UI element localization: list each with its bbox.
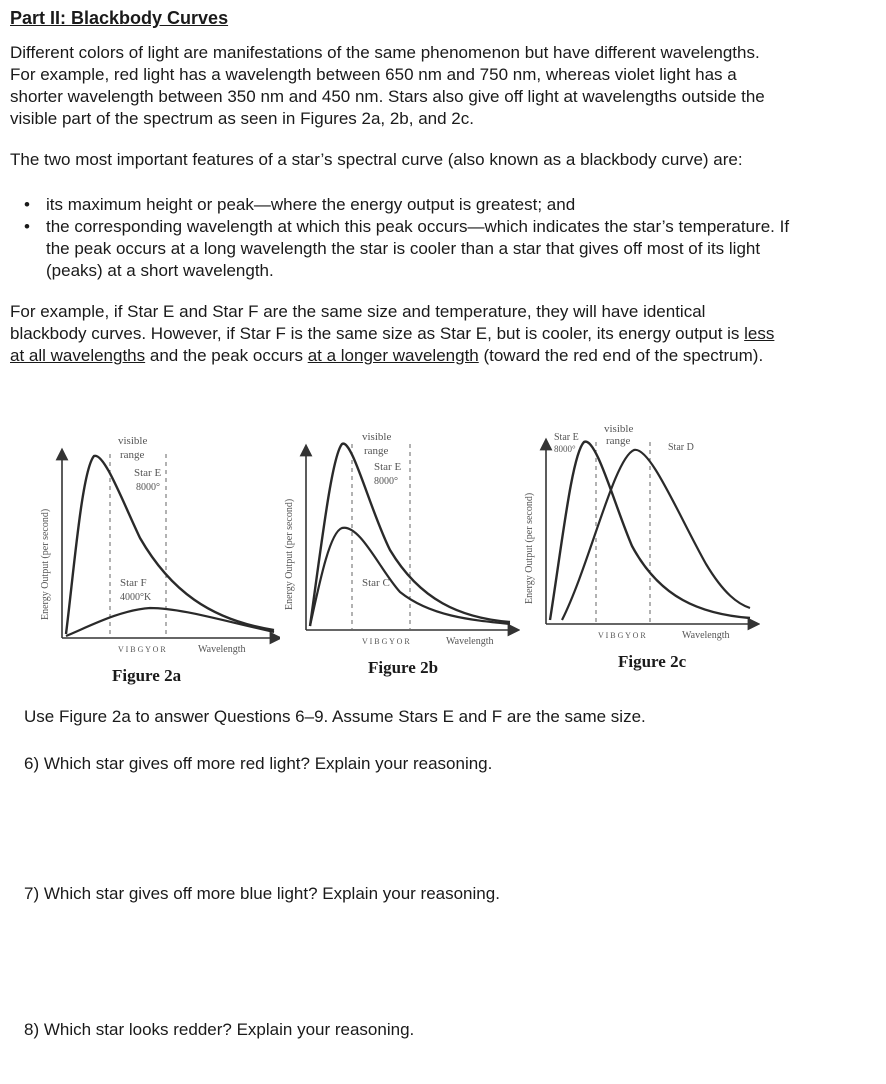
section-heading: Part II: Blackbody Curves bbox=[10, 8, 229, 28]
intro-paragraph: Different colors of light are manifestations of the same phenomenon but have different wavelengths. For example, red light has a wavelength between 650 nm and 750 nm, whereas violet light has a shorter wavelength between 350 nm and 450 nm. Stars also give off light at wavelengths outside the visible part of the spectrum as seen in Figures 2a, 2b, and 2c. bbox=[10, 43, 765, 128]
figure-2c-caption: Figure 2c bbox=[618, 652, 687, 671]
figure-2a-caption: Figure 2a bbox=[112, 666, 182, 685]
figure-2b-plot bbox=[270, 420, 520, 655]
features-intro: The two most important features of a star’s spectral curve (also known as a blackbody curve) are: bbox=[10, 150, 743, 169]
fig2c-star-d-name: Star D bbox=[668, 442, 694, 453]
figure-2a bbox=[30, 420, 280, 685]
fig2b-range-label: range bbox=[364, 445, 389, 457]
fig2a-visible-label: visible bbox=[118, 435, 148, 447]
fig2a-spectrum: V I B G Y O R bbox=[118, 645, 166, 654]
fig2b-y-label: Energy Output (per second) bbox=[284, 498, 295, 610]
fig2a-range-label: range bbox=[120, 449, 145, 461]
example-text-2: and the peak occurs bbox=[145, 346, 308, 365]
fig2c-star-e-temp: 8000° bbox=[554, 444, 576, 454]
example-paragraph bbox=[10, 301, 780, 367]
fig2c-visible-label: visible bbox=[604, 423, 634, 435]
feature-bullet-wavelength: • the corresponding wavelength at which this peak occurs—which indicates the star’s temperature. If the peak occurs at a long wavelength the star is cooler than a star that gives off most of its light (peaks) at a short wavelength. bbox=[10, 216, 790, 282]
fig2a-curve-star-e bbox=[66, 456, 274, 634]
fig2a-star-e-name: Star E bbox=[134, 467, 162, 479]
figure-2a-plot bbox=[30, 420, 280, 655]
fig2b-star-e-temp: 8000° bbox=[374, 476, 398, 487]
example-text-1: For example, if Star E and Star F are the same size and temperature, they will have identical blackbody curves. However, if Star F is the same size as Star E, but is cooler, its energy output is bbox=[10, 302, 745, 343]
fig2a-star-e-temp: 8000° bbox=[136, 482, 160, 493]
fig2a-star-f-temp: 4000°K bbox=[120, 592, 152, 603]
fig2a-star-f-name: Star F bbox=[120, 577, 147, 589]
figure-2b bbox=[270, 420, 520, 677]
figure-2c-plot bbox=[510, 414, 760, 649]
fig2a-y-label: Energy Output (per second) bbox=[40, 508, 51, 620]
question-8: 8) Which star looks redder? Explain your reasoning. bbox=[24, 1020, 415, 1039]
fig2c-star-e-name: Star E bbox=[554, 432, 579, 443]
figure-2b-caption: Figure 2b bbox=[368, 658, 439, 677]
fig2c-spectrum: V I B G Y O R bbox=[598, 631, 646, 640]
instructions: Use Figure 2a to answer Questions 6–9. Assume Stars E and F are the same size. bbox=[24, 707, 646, 726]
features-list bbox=[10, 194, 790, 282]
feature-bullet-peak: • its maximum height or peak—where the energy output is greatest; and bbox=[10, 194, 790, 216]
fig2a-x-label: Wavelength bbox=[198, 644, 246, 655]
fig2c-x-label: Wavelength bbox=[682, 630, 730, 641]
question-7: 7) Which star gives off more blue light? Explain your reasoning. bbox=[24, 884, 500, 903]
fig2b-x-label: Wavelength bbox=[446, 636, 494, 647]
example-underline-2: at a longer wavelength bbox=[307, 346, 479, 365]
example-text-3: (toward the red end of the spectrum). bbox=[478, 346, 764, 365]
fig2b-spectrum: V I B G Y O R bbox=[362, 637, 410, 646]
fig2b-visible-label: visible bbox=[362, 431, 392, 443]
fig2b-star-c-name: Star C bbox=[362, 577, 390, 589]
figure-2c bbox=[510, 414, 760, 671]
example-underline-1: less at all wavelengths bbox=[10, 324, 775, 365]
fig2c-range-label: range bbox=[606, 435, 631, 447]
fig2c-y-label: Energy Output (per second) bbox=[524, 492, 535, 604]
fig2b-star-e-name: Star E bbox=[374, 461, 402, 473]
fig2c-curve-star-d bbox=[562, 450, 750, 620]
question-6: 6) Which star gives off more red light? Explain your reasoning. bbox=[24, 754, 493, 773]
